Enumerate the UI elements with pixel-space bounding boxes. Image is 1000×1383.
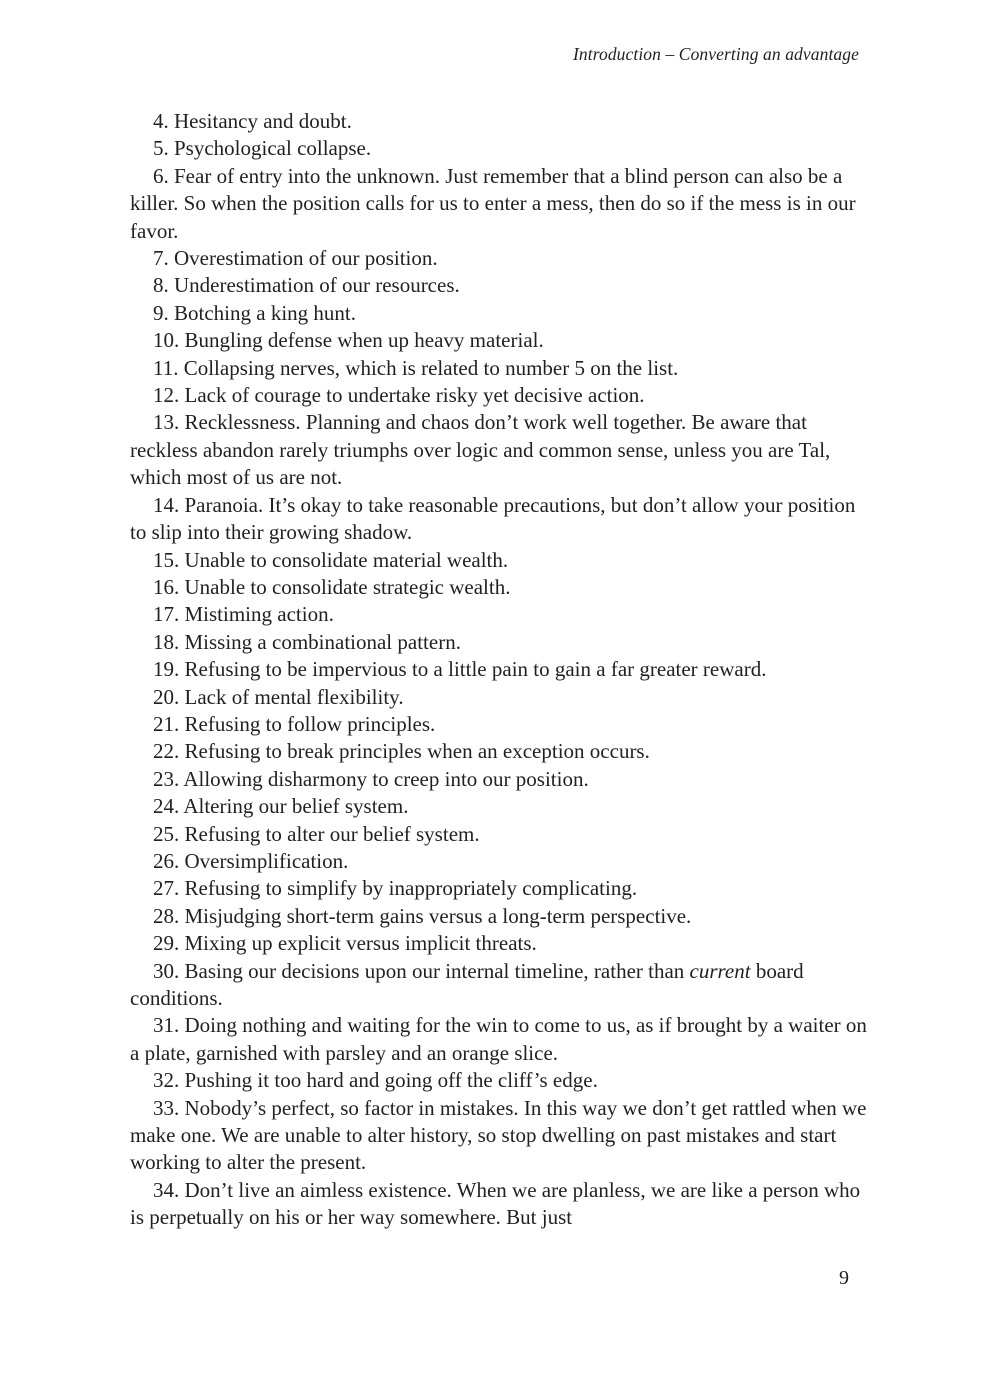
list-item: 6. Fear of entry into the unknown. Just remember that a blind person can also be a killer. So when the position calls for us to enter a mess, then do so if the mess is in our favor. — [130, 163, 856, 243]
list-item: 28. Misjudging short-term gains versus a long-term perspective. — [153, 903, 692, 928]
list-item: 10. Bungling defense when up heavy material. — [153, 328, 544, 353]
list-item: 24. Altering our belief system. — [153, 794, 409, 819]
body-text — [130, 108, 870, 1232]
list-item: 22. Refusing to break principles when an exception occurs. — [153, 739, 650, 764]
list-item: 21. Refusing to follow principles. — [153, 711, 436, 736]
running-head: Introduction – Converting an advantage — [572, 44, 859, 64]
list-item: 15. Unable to consolidate material wealth. — [153, 547, 509, 572]
list-item: 4. Hesitancy and doubt. — [153, 109, 352, 133]
list-item: 20. Lack of mental flexibility. — [153, 684, 404, 709]
list-item: 32. Pushing it too hard and going off the cliff’s edge. — [153, 1068, 598, 1093]
list-item: 19. Refusing to be impervious to a little pain to gain a far greater reward. — [153, 657, 767, 682]
page-number: 9 — [839, 1267, 849, 1289]
list-item: 23. Allowing disharmony to creep into our position. — [153, 766, 589, 791]
list-item: 25. Refusing to alter our belief system. — [153, 821, 480, 846]
list-item: 16. Unable to consolidate strategic wealth. — [153, 574, 511, 599]
list-item: 8. Underestimation of our resources. — [153, 273, 460, 298]
list-item: 33. Nobody’s perfect, so factor in mistakes. In this way we don’t get rattled when we make one. We are unable to alter history, so stop dwelling on past mistakes and start working to alter the present. — [130, 1095, 867, 1175]
list-item: 17. Mistiming action. — [153, 602, 334, 627]
list-item: 31. Doing nothing and waiting for the win to come to us, as if brought by a waiter on a plate, garnished with parsley and an orange slice. — [130, 1013, 867, 1065]
list-item: 7. Overestimation of our position. — [153, 246, 438, 271]
list-item: 5. Psychological collapse. — [153, 136, 372, 161]
list-item: 13. Recklessness. Planning and chaos don’t work well together. Be aware that reckless abandon rarely triumphs over logic and common sense, unless you are Tal, which most of us are not. — [130, 410, 831, 490]
list-item: 12. Lack of courage to undertake risky yet decisive action. — [153, 383, 645, 408]
list-item: 29. Mixing up explicit versus implicit threats. — [153, 931, 537, 956]
list-item: 14. Paranoia. It’s okay to take reasonable precautions, but don’t allow your position to slip into their growing shadow. — [130, 492, 856, 545]
list-item: 26. Oversimplification. — [153, 848, 349, 873]
list-item: 18. Missing a combinational pattern. — [153, 629, 461, 654]
list-item: 9. Botching a king hunt. — [153, 300, 356, 325]
list-item: 27. Refusing to simplify by inappropriately complicating. — [153, 876, 638, 901]
list-item: 30. Basing our decisions upon our internal timeline, rather than current board conditions. — [130, 958, 804, 1010]
list-item: 11. Collapsing nerves, which is related to number 5 on the list. — [153, 355, 679, 380]
list-item: 34. Don’t live an aimless existence. When we are planless, we are like a person who is perpetually on his or her way somewhere. But just — [130, 1177, 861, 1230]
